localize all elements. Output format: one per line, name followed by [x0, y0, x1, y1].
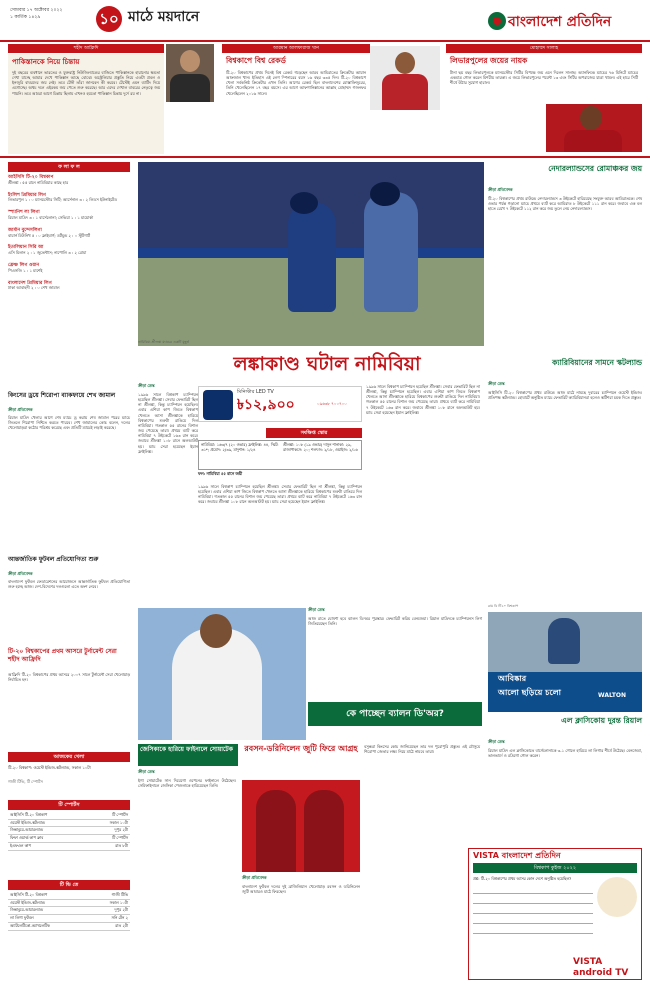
scotland-headline: ক্যারিবিয়ানের সামনে স্কটল্যান্ড: [552, 358, 642, 367]
tv-cell: ইএফএল কাপ: [10, 842, 31, 848]
brief-body: শ্রীলঙ্কা : ৫৫ রানে নামিবিয়ার কাছে হার: [8, 179, 69, 185]
tv-sched-body: টি-২০ বিশ্বকাপ: ওয়েস্ট ইন্ডিজ-স্কটল্যান্ড, সকাল ১০টা: [8, 765, 91, 770]
tv-table-row: [8, 843, 130, 851]
tv-cell: দুপুর ২টা: [114, 827, 128, 833]
tv-cell: আইসিসি টি-২০ বিশ্বকাপ: [10, 892, 48, 897]
score-result: ফল: নামিবিয়া ৫৫ রানে জয়ী: [198, 471, 243, 476]
brief-title: স্প্যানিশ লা লিগা: [8, 210, 40, 216]
story-swiatek-title: জেসিকাকে হারিয়ে ফাইনালে সোয়াটেক: [138, 744, 238, 766]
walton-line2: আলো ছড়িয়ে চলো: [498, 688, 561, 697]
story-kings-body: রিয়াল মাদ্রিদ খেলার আগে শেষ ম্যাচে ড্র করায় শেষ জামাল পরের ম্যাচে জিতলে শিরোপা নিশ্চিত করতে পারবে। শেখ জামালের কোচ বলেন, দলের খেলোয়াড়রা কঠোর পরিশ্রম করেছে এবং প্রতিটি ম্যাচেই লড়াই করেছে।: [8, 415, 130, 431]
tv-table-row: [8, 907, 130, 915]
vista-title: VISTA বাংলাদেশ প্রতিদিন: [473, 851, 561, 860]
tv-cell: লা লিগা ফুটবল: [10, 915, 34, 921]
tv-table-header: টি স্পোর্টস: [8, 800, 130, 810]
tv-cell: জিম্বাবুয়ে-আয়ারল্যান্ড: [10, 827, 43, 833]
tv-cell: জিম্বাবুয়ে-আয়ারল্যান্ড: [10, 907, 43, 913]
main-byline: ক্রীড়া ডেস্ক: [138, 383, 155, 388]
benzema-byline: ক্রীড়া ডেস্ক: [308, 607, 325, 612]
netherlands-body: টি-২০ বিশ্বকাপের প্রথম রাউন্ডে নেদারল্যান্ডস ৩ উইকেটে হারিয়েছে সংযুক্ত আরব আমিরাতকে। শেষ ওভার পর্যন্ত গড়ানো ম্যাচে প্রথমে ব্যাট করে আমিরাত ৮ উইকেটে ১১১ রান করে। জবাবে এক বল হাতে রেখে ৭ উইকেটে ১১২ রান করে জয় তুলে নেয় নেদারল্যান্ডস।: [488, 196, 642, 212]
vista-brand: VISTA android TV: [573, 957, 629, 979]
main-body-col3: ১৯৯৬ সালে বিশ্বকাপ চ্যাম্পিয়ন হয়েছিল শ্রীলঙ্কা। সেবার ফেভারিট ছিল না শ্রীলঙ্কা, কিন্তু চ্যাম্পিয়ন হয়েছিল। এবার এশিয়া কাপ জিতে বিশ্বকাপ খেলতে আসা শ্রীলঙ্কাকে হারিয়ে বিশ্বকাপের শুরুটা রাঙিয়ে দিল নামিবিয়া। গতকাল ৫৫ রানের বিশাল জয় পেয়েছে তারা। প্রথমে ব্যাট করে নামিবিয়া ৭ উইকেটে ১৬৩ রান করে। জবাবে শ্রীলঙ্কা ১০৮ রানে অলআউট হয়। ম্যাচ সেরা হয়েছেন ইয়ান ফ্রাইলিঙ্ক।: [366, 384, 480, 415]
tv-cell: সকাল ১০টা: [109, 819, 128, 825]
brief-body: রিয়াল মাদ্রিদ ৩ : ১ বার্সেলোনা; সেভিয়া ১ : ১ মায়োর্কা: [8, 214, 94, 220]
date-bengali: ১ কার্তিক ১৪২৯: [10, 14, 41, 20]
real-byline: ক্রীড়া ডেস্ক: [488, 739, 505, 744]
score-namibia: নামিবিয়া: ১৬৩/৭ (২০ ওভার) ফ্রাইলিঙ্ক: ৪৪, স্মিট: ৩১*; প্রমোদ: ২/৩৯, মাদুশান: ১/২৪: [201, 442, 279, 452]
story-swiatek-byline: ক্রীড়া ডেস্ক: [138, 769, 155, 774]
real-body: রিয়াল মাদ্রিদ এল ক্লাসিকোতে বার্সেলোনাকে ৩-১ গোলে হারিয়ে লা লিগার শীর্ষে উঠেছে। বেনজেমা, ভালভার্দে ও রদ্রিগো গোল করেন।: [488, 748, 642, 759]
walton-line1: আবিষ্কার: [498, 674, 527, 683]
top-row-rule: [0, 156, 650, 158]
answer-line: [473, 913, 593, 914]
salah-byline: মোহাম্মদ সালাহ: [446, 44, 642, 53]
netherlands-headline: নেদারল্যান্ডসের রোমাঞ্চকর জয়: [548, 164, 642, 173]
brief-body: বায়ার্ন মিউনিখ ৫ : ০ ফ্রাইবার্গ; ডর্টমুন্ড ২ : ০ স্টুটগার্ট: [8, 232, 90, 238]
story-football-title: আন্তর্জাতিক ফুটবল প্রতিযোগিতা শুরু: [8, 556, 99, 563]
ayan-byline: আরমান আলফারাজ খান: [222, 44, 370, 53]
tv-cell: সকাল ১০টা: [109, 899, 128, 905]
tv-table-row: [8, 915, 130, 923]
afridi-headline: পাকিস্তানকে নিয়ে চিন্তায়: [12, 58, 80, 66]
brief-title: ফ্রেঞ্চ লিগ ওয়ান: [8, 263, 40, 269]
tv-cell: রাত ৮টা: [115, 842, 128, 848]
vista-sub: বিশ্বকাপ কুইজ ২০২২: [473, 863, 637, 873]
brief-item: [8, 263, 130, 274]
tv-cell: গাজী টিভি: [111, 892, 128, 897]
ad-price: ৳১২,৯০০: [237, 397, 295, 413]
ad-phone: ০৯৬৩৮ ৭০০৭০০: [317, 401, 347, 406]
cricket-caption-2: রাম বি টি২০ বিশ্বকাপ: [488, 604, 519, 608]
score-header: সংক্ষিপ্ত স্কোর: [266, 428, 362, 438]
tv-cell: আইসিসি টি-২০ বিশ্বকাপ: [10, 812, 48, 817]
robson-photo: [242, 780, 360, 872]
real-headline: এল ক্লাসিকোয় দুরন্ত রিয়াল: [561, 716, 642, 725]
ad-title: মিনিস্টার LED TV: [237, 389, 274, 395]
brief-item: [8, 228, 130, 239]
date-gregorian: সোমবার ১৭ অক্টোবর ২০২২: [10, 8, 63, 13]
salah-body: টানা ছয় বছর লিভারপুলকে ম্যানচেস্টার সিটির বিপক্ষে জয় এনে দিলেন সালাহ। অ্যানফিল্ডে ম্যাচের ৭৬ মিনিটে ম্যাচের একমাত্র গোল করেন মিশরীয় তারকা। এ জয়ে লিভারপুলের পয়েন্ট ১৩ এবং সিটির অপরাজেয় যাত্রা থামল। এই হারে সিটি শীর্ষে উঠার সুযোগ হারাল।: [450, 70, 638, 86]
tv-sched-note: গাজী টিভি, টি স্পোর্টস: [8, 779, 43, 784]
tv-table-header: টি ভি তে: [8, 880, 130, 890]
minister-ad: [198, 386, 362, 422]
brief-item: [8, 210, 130, 221]
main-body-cont: ১৯৯৬ সালে বিশ্বকাপ চ্যাম্পিয়ন হয়েছিল শ্রীলঙ্কা। সেবার ফেভারিট ছিল না শ্রীলঙ্কা, কিন্তু চ্যাম্পিয়ন হয়েছিল। এবার এশিয়া কাপ জিতে বিশ্বকাপ খেলতে আসা শ্রীলঙ্কাকে হারিয়ে বিশ্বকাপের শুরুটা রাঙিয়ে দিল নামিবিয়া। গতকাল ৫৫ রানের বিশাল জয় পেয়েছে তারা। প্রথমে ব্যাট করে নামিবিয়া ৭ উইকেটে ১৬৩ রান করে। জবাবে শ্রীলঙ্কা ১০৮ রানে অলআউট হয়। ম্যাচ সেরা হয়েছেন ইয়ান ফ্রাইলিঙ্ক।: [198, 484, 362, 505]
story-afridi-body: আফ্রিদি টি-২০ বিশ্বকাপের প্রথম আসরে ২০০৭ সালে টুর্নামেন্ট সেরা খেলোয়াড় নির্বাচিত হন।: [8, 672, 130, 683]
main-headline: লঙ্কাকাণ্ড ঘটাল নামিবিয়া: [233, 353, 421, 375]
salah-photo: [546, 104, 642, 152]
walton-brand: WALTON: [598, 692, 627, 699]
newspaper-logo: বাংলাদেশ প্রতিদিন: [508, 14, 612, 30]
afridi-byline: শহীদ আফ্রিদি: [8, 44, 164, 53]
brief-title: ইতালিয়ান সিরি আ: [8, 245, 44, 251]
cricket-photo: [138, 162, 484, 346]
brief-header: ফ লা ফ ল: [8, 162, 130, 172]
tv-cell: ফিফা ওয়ার্ল্ড কাপ ক্লাব: [10, 835, 44, 841]
brief-item: [8, 193, 130, 204]
answer-line: [473, 903, 593, 904]
netherlands-byline: ক্রীড়া প্রতিবেদক: [488, 187, 513, 192]
salah-headline: লিভারপুলের জয়ের নায়ক: [450, 56, 528, 65]
brief-list: [8, 175, 130, 298]
brief-item: [8, 245, 130, 256]
benzema-photo: [138, 608, 306, 740]
tv-cell: দুপুর ২টা: [114, 907, 128, 913]
story-swiatek-body: ইগা সোয়াটেক সান দিয়েগো ওপেনের ফাইনালে উঠেছেন। সেমিফাইনালে জেসিকা পেগুলাকে হারিয়েছেন তিনি।: [138, 778, 236, 789]
vista-ad: [468, 848, 642, 980]
tv-cell: সনি টেন ২: [111, 915, 128, 921]
story-kings-title: কিংসের ড্রয়ে শিরোপা ব্যাকফায়ে শেখ জামাল: [8, 392, 116, 399]
tv-table-row: [8, 923, 130, 931]
score-box: [198, 440, 362, 470]
story-robson-title: রবসন-ডরিনিলেন জুটি ফিরে আগ্রহ: [244, 744, 358, 753]
answer-line: [473, 923, 593, 924]
brief-body: ঢাকা আবাহনী ২ : ০ শেখ জামাল: [8, 285, 60, 291]
story3-body: বসুন্ধরা কিংসের কোচ জানিয়েছেন তার দল পুরোপুরি প্রস্তুত। এই মৌসুমে শিরোপা জেতার লক্ষ্য নিয়ে মাঠে নামবে তারা।: [364, 744, 480, 755]
story-football-body: বাংলাদেশ ফুটবল ফেডারেশনের আয়োজনে আন্তর্জাতিক ফুটবল প্রতিযোগিতা শুরু হচ্ছে আজ। দেশ-বিদেশের দলগুলো এতে অংশ নেবে।: [8, 579, 130, 590]
tv-cell: ওয়েস্ট ইন্ডিজ-স্কটল্যান্ড: [10, 899, 45, 905]
tv-table: [8, 892, 130, 931]
tv-table: [8, 812, 130, 851]
benzema-body: আজ রাতে ঘোষণা হবে ব্যালন ডি'অর পুরস্কার। ফেভারিট করিম বেনজেমা। রিয়াল মাদ্রিদকে চ্যাম্পিয়নস লিগ জিতিয়েছেন তিনি।: [308, 616, 482, 627]
page-number: ১০: [96, 6, 122, 32]
logo-emblem-icon: [488, 12, 506, 30]
trophy-icon: [597, 877, 637, 917]
story-robson-body: বাংলাদেশ ফুটবল দলের দুই ব্রাজিলিয়ান খেলোয়াড় রবসন ও ডরিনিলেন জুটি আবারও মাঠে ফিরছেন।: [242, 884, 360, 895]
ayan-photo: [370, 46, 440, 110]
story-kings-byline: ক্রীড়া প্রতিবেদক: [8, 407, 33, 412]
walton-ad: [488, 612, 642, 712]
section-title: মাঠে ময়দানে: [128, 9, 200, 25]
tv-table-row: [8, 827, 130, 835]
salah-body-cont: [446, 104, 544, 152]
tv-table-row: [8, 835, 130, 843]
afridi-body: দুই বছরের ব্যবধানে ভারতের ও যুক্তরাষ্ট্র নিউজিল্যান্ডের বাজিতে পাকিস্তানকে হারানোর ক্ষমতা দেখা যাচ্ছে আমার দেখে পাকিস্তান আছে বোঝে। অস্ট্রেলিয়ার প্রস্তুতি নিয়ে এতটা প্রবল ও ইনজুরি বাবরদের জয় নেই। তবে টেস্ট তাঁরা জানবেন কী করবে। টেস্টেই এমন ব্যাটিং দিয়ে এগোচ্ছে। অথচ দলে এইরকম জয় পেতে শুরু করেছে। আর এদের দেখাল বাবরের নেতৃত্বে জয় পায়নি। তবে আমরা আগে চিন্তায় ছিলাম এখনও হয়তো পাকিস্তান চিন্তায় দুর্দে রয় না।: [12, 70, 160, 96]
brief-title: ইংলিশ প্রিমিয়ার লিগ: [8, 192, 46, 198]
scotland-body: আইসিসি টি-২০ বিশ্বকাপের প্রথম রাউন্ডে আজ মাঠে নামছে দুবারের চ্যাম্পিয়ন ওয়েস্ট ইন্ডিজ। প্রতিপক্ষ স্কটল্যান্ড। হোবার্টে অনুষ্ঠিত ম্যাচে ফেভারিট ক্যারিবিয়ানরা হলেও স্কটিশরা চমক দিতে প্রস্তুত।: [488, 390, 642, 401]
tv-cell: ওয়েস্ট ইন্ডিজ-স্কটল্যান্ড: [10, 819, 45, 825]
tv-cell: অ্যাটলেটিকো-অ্যাথলেটিক: [10, 922, 50, 928]
brief-body: এসি মিলান ২ : ১ জুভেন্টাস; নাপোলি ৩ : ২ রোমা: [8, 250, 87, 256]
tv-sched-header: আজকের খেলা: [8, 752, 130, 762]
afridi-box: [8, 54, 164, 154]
tv-cell: টি স্পোর্টস: [112, 835, 128, 841]
masthead-rule: [0, 40, 650, 42]
story-robson-byline: ক্রীড়া প্রতিবেদক: [242, 875, 267, 880]
tv-cell: টি স্পোর্টস: [112, 812, 128, 817]
tv-table-row: [8, 892, 130, 900]
tv-table-row: [8, 900, 130, 908]
answer-line: [473, 893, 593, 894]
brief-item: [8, 281, 130, 292]
cricket-photo-caption: নামিবিয়া-শ্রীলঙ্কা ম্যাচের একটি মুহূর্ত: [138, 340, 190, 344]
scotland-byline: ক্রীড়া ডেস্ক: [488, 381, 505, 386]
brief-body: পিএসজি ১ : ১ মার্শেই: [8, 267, 43, 273]
main-body: ১৯৯৬ সালে বিশ্বকাপ চ্যাম্পিয়ন হয়েছিল শ্রীলঙ্কা। সেবার ফেভারিট ছিল না শ্রীলঙ্কা, কিন্তু চ্যাম্পিয়ন হয়েছিল। এবার এশিয়া কাপ জিতে বিশ্বকাপ খেলতে আসা শ্রীলঙ্কাকে হারিয়ে বিশ্বকাপের শুরুটা রাঙিয়ে দিল নামিবিয়া। গতকাল ৫৫ রানের বিশাল জয় পেয়েছে তারা। প্রথমে ব্যাট করে নামিবিয়া ৭ উইকেটে ১৬৩ রান করে। জবাবে শ্রীলঙ্কা ১০৮ রানে অলআউট হয়। ম্যাচ সেরা হয়েছেন ইয়ান ফ্রাইলিঙ্ক।: [138, 392, 198, 454]
story-football-byline: ক্রীড়া প্রতিবেদক: [8, 571, 33, 576]
tv-table-row: [8, 812, 130, 820]
brief-title: বাংলাদেশ প্রিমিয়ার লিগ: [8, 280, 52, 286]
date-line: [10, 8, 63, 22]
brief-item: [8, 175, 130, 186]
brief-title: আইসিসি টি-২০ বিশ্বকাপ: [8, 175, 54, 180]
tv-table-row: [8, 820, 130, 828]
score-srilanka: শ্রীলঙ্কা: ১০৮ (১৯ ওভার) দাসুন শানাকা: ২৯, রাজাপাকসে: ২০; শলৎজ: ২/১৮, ওয়াইজ: ২/১৬: [283, 442, 358, 452]
story-afridi-title: টি-২০ বিশ্বকাপের প্রথম আসরে টুর্নামেন্ট সেরা শহীদ আফ্রিদি: [8, 648, 117, 663]
brief-title: জার্মান বুন্দেসলিগা: [8, 227, 42, 233]
ayan-body: টি-২০ বিশ্বকাপের প্রথম দিনেই বিশ্ব রেকর্ড গড়েছেন আরব আমিরাতের ক্রিকেটার আয়ান আফজাল খান। ইতিহাস এই লেগ স্পিনারের বয়স ১৬ বছর ৩৩৫ দিন। টি-২০ বিশ্বকাপে খেলা সর্বকনিষ্ঠ ক্রিকেটার এখন তিনি। আগের রেকর্ড ছিল বাংলাদেশের মোস্তাফিজুরের, তিনি খেলেছিলেন ১৭ বছর বয়সে। এর আগে আফগানিস্তানের আল্লাহ মোহাম্মদ গজনফর খেলেছিলেন ২০১৬ সালে।: [226, 70, 366, 96]
tv-cell: রাত ২টা: [115, 922, 128, 928]
answer-line: [473, 933, 593, 934]
benzema-headline: কে পাচ্ছেন ব্যালন ডি'অর?: [308, 702, 482, 726]
vista-question: প্রশ্ন: টি-২০ বিশ্বকাপের প্রথম আসর কোন দেশে অনুষ্ঠিত হয়েছিল?: [473, 876, 572, 881]
brief-body: লিভারপুল ১ : ০ ম্যানচেস্টার সিটি; আর্সেনাল ৩ : ২ লিডস ইউনাইটেড: [8, 197, 118, 203]
ayan-headline: বিশ্বকাপে বিশ্ব রেকর্ড: [226, 56, 286, 65]
afridi-photo: [166, 44, 214, 102]
